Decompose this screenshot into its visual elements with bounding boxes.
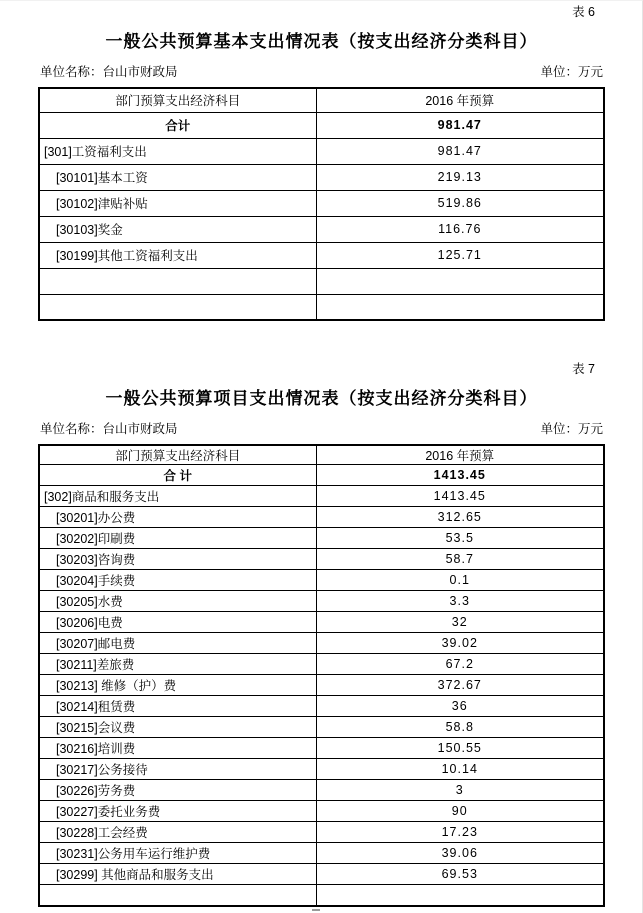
table-row: [39, 164, 604, 190]
table-row: [39, 759, 604, 780]
row-label: [30216]培训费: [39, 738, 316, 759]
row-value: 39.02: [316, 633, 604, 654]
row-label: [39, 268, 316, 294]
table-row: [39, 549, 604, 570]
row-label: [30203]咨询费: [39, 549, 316, 570]
row-value: 3: [316, 780, 604, 801]
row-value: 312.65: [316, 507, 604, 528]
row-label: [30231]公务用车运行维护费: [39, 843, 316, 864]
table-row: [39, 885, 604, 906]
row-value: 981.47: [316, 112, 604, 138]
row-value: 1413.45: [316, 465, 604, 486]
row-label: [30204]手续费: [39, 570, 316, 591]
row-value: 125.71: [316, 242, 604, 268]
table-header-row: [39, 88, 604, 112]
table7-unit: 单位：万元: [540, 422, 603, 436]
row-label: [30206]电费: [39, 612, 316, 633]
table7-title: 一般公共预算项目支出情况表（按支出经济分类科目）: [105, 389, 538, 408]
row-value: 69.53: [316, 864, 604, 885]
table6-tag: 表 6: [572, 5, 595, 19]
row-label: [302]商品和服务支出: [39, 486, 316, 507]
table-row: [39, 570, 604, 591]
row-value: 150.55: [316, 738, 604, 759]
table7-meta: [38, 422, 605, 437]
column-header-subject: 部门预算支出经济科目: [39, 88, 316, 112]
row-label: [30217]公务接待: [39, 759, 316, 780]
row-value: 10.14: [316, 759, 604, 780]
table-row: [39, 633, 604, 654]
row-label: [30299] 其他商品和服务支出: [39, 864, 316, 885]
table-row: [39, 294, 604, 320]
page-number-fragment: [312, 909, 320, 911]
row-value: 67.2: [316, 654, 604, 675]
table-row: [39, 675, 604, 696]
table-row: [39, 268, 604, 294]
table6-section: [38, 5, 605, 321]
table-row: [39, 216, 604, 242]
row-value: 58.7: [316, 549, 604, 570]
row-value: 116.76: [316, 216, 604, 242]
row-value: 58.8: [316, 717, 604, 738]
project-expenditure-table: [38, 444, 605, 907]
row-value: [316, 268, 604, 294]
row-value: 39.06: [316, 843, 604, 864]
row-value: 372.67: [316, 675, 604, 696]
row-value: 519.86: [316, 190, 604, 216]
row-value: [316, 885, 604, 906]
table-row: [39, 864, 604, 885]
table6-unit-name: 单位名称：台山市财政局: [40, 65, 178, 79]
row-label: [30205]水费: [39, 591, 316, 612]
row-label: [30226]劳务费: [39, 780, 316, 801]
table-row: [39, 654, 604, 675]
row-value: 32: [316, 612, 604, 633]
table-row: [39, 801, 604, 822]
row-label: 合计: [39, 112, 316, 138]
row-label: [39, 294, 316, 320]
column-header-budget: 2016 年预算: [316, 445, 604, 465]
table-row: [39, 528, 604, 549]
table6-unit: 单位：万元: [540, 65, 603, 79]
table-row: [39, 717, 604, 738]
row-value: 53.5: [316, 528, 604, 549]
table-row: [39, 138, 604, 164]
row-label: [30207]邮电费: [39, 633, 316, 654]
row-label: [30199]其他工资福利支出: [39, 242, 316, 268]
row-label: [30101]基本工资: [39, 164, 316, 190]
table-header-row: [39, 445, 604, 465]
row-value: 17.23: [316, 822, 604, 843]
row-value: 1413.45: [316, 486, 604, 507]
row-value: 219.13: [316, 164, 604, 190]
row-value: 3.3: [316, 591, 604, 612]
row-value: 90: [316, 801, 604, 822]
basic-expenditure-table: [38, 87, 605, 321]
table-row: [39, 843, 604, 864]
row-label: [39, 885, 316, 906]
row-value: 981.47: [316, 138, 604, 164]
row-value: [316, 294, 604, 320]
row-label: [30201]办公费: [39, 507, 316, 528]
row-label: [30228]工会经费: [39, 822, 316, 843]
table6-meta: [38, 65, 605, 80]
row-value: 0.1: [316, 570, 604, 591]
table7-unit-name: 单位名称：台山市财政局: [40, 422, 178, 436]
table-row: [39, 612, 604, 633]
table-row: [39, 696, 604, 717]
row-label: [30211]差旅费: [39, 654, 316, 675]
table-row: [39, 738, 604, 759]
row-label: [30227]委托业务费: [39, 801, 316, 822]
table-row: [39, 507, 604, 528]
row-label: [30214]租赁费: [39, 696, 316, 717]
row-label: [30215]会议费: [39, 717, 316, 738]
column-header-subject: 部门预算支出经济科目: [39, 445, 316, 465]
table-row: [39, 822, 604, 843]
table-row: [39, 242, 604, 268]
row-label: [30102]津贴补贴: [39, 190, 316, 216]
table-row: [39, 591, 604, 612]
row-label: 合 计: [39, 465, 316, 486]
column-header-budget: 2016 年预算: [316, 88, 604, 112]
row-label: [301]工资福利支出: [39, 138, 316, 164]
row-value: 36: [316, 696, 604, 717]
table-row: [39, 465, 604, 486]
table-row: [39, 486, 604, 507]
table-row: [39, 780, 604, 801]
table-row: [39, 112, 604, 138]
row-label: [30213] 维修（护）费: [39, 675, 316, 696]
row-label: [30202]印刷费: [39, 528, 316, 549]
table6-title: 一般公共预算基本支出情况表（按支出经济分类科目）: [105, 32, 538, 51]
table7-section: [38, 362, 605, 907]
table7-tag: 表 7: [572, 362, 595, 376]
table-row: [39, 190, 604, 216]
row-label: [30103]奖金: [39, 216, 316, 242]
